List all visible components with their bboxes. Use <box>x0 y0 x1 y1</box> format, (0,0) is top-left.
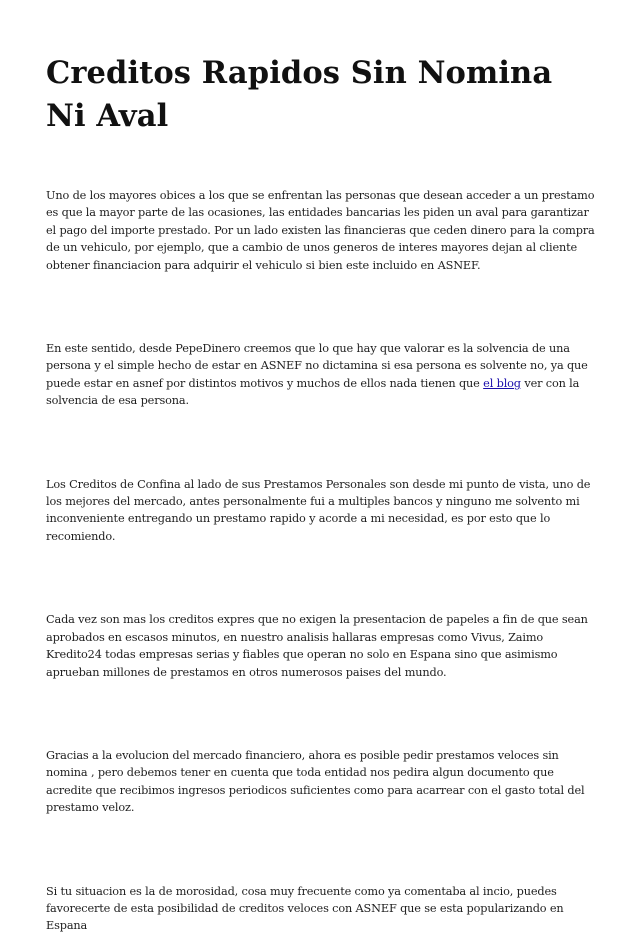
blog-link[interactable]: el blog <box>483 376 521 390</box>
page-title: Creditos Rapidos Sin Nomina Ni Aval <box>46 55 553 134</box>
document-page <box>46 52 596 935</box>
paragraph-4: Cada vez son mas los creditos expres que no exigen la presentacion de papeles a fin de que sean aprobados en escasos minutos, en nuestro analisis hallaras empresas como Vivus, Zaimo Kredito24 todas empresas serias y fiables que operan no solo en Espana sino que asimismo aprueban millones de prestamos en otros numerosos paises del mundo. <box>46 613 588 679</box>
paragraph-2-text-start: En este sentido, desde PepeDinero creemos que lo que hay que valorar es la solvencia de una persona y el simple hecho de estar en ASNEF no dictamina si esa persona es solvente no, ya que puede estar en asnef por distintos motivos y muchos de ellos nada tienen que <box>46 342 588 390</box>
paragraph-6: Si tu situacion es la de morosidad, cosa muy frecuente como ya comentaba al incio, puedes favorecerte de esta posibilidad de creditos veloces con ASNEF que se esta popularizando en Espana <box>46 884 564 933</box>
paragraph-gap <box>46 410 596 476</box>
paragraph-1: Uno de los mayores obices a los que se enfrentan las personas que desean acceder a un prestamo es que la mayor parte de las ocasiones, las entidades bancarias les piden un aval para garantizar el pago del importe prestado. Por un lado existen las financieras que ceden dinero para la compra de un vehiculo, por ejemplo, que a cambio de unos generos de interes mayores dejan al cliente obtener financiacion para adquirir el vehiculo si bien este incluido en ASNEF. <box>46 189 595 272</box>
paragraph-2 <box>46 340 596 410</box>
paragraph-gap <box>46 681 596 747</box>
paragraph-gap <box>46 274 596 340</box>
paragraph-2-text-end: ver con la solvencia de esa persona. <box>46 376 580 408</box>
paragraph-gap <box>46 545 596 611</box>
paragraph-gap <box>46 817 596 883</box>
paragraph-3: Los Creditos de Confina al lado de sus Prestamos Personales son desde mi punto de vista, uno de los mejores del mercado, antes personalmente fui a multiples bancos y ninguno me solvento mi inconveniente entregando un prestamo rapido y acorde a mi necesidad, es por esto que lo recomiendo. <box>46 477 591 543</box>
paragraph-5: Gracias a la evolucion del mercado financiero, ahora es posible pedir prestamos veloces sin nomina , pero debemos tener en cuenta que toda entidad nos pedira algun documento que acredite que recibimos ingresos periodicos suficientes como para acarrear con el gasto total del prestamo veloz. <box>46 748 585 815</box>
